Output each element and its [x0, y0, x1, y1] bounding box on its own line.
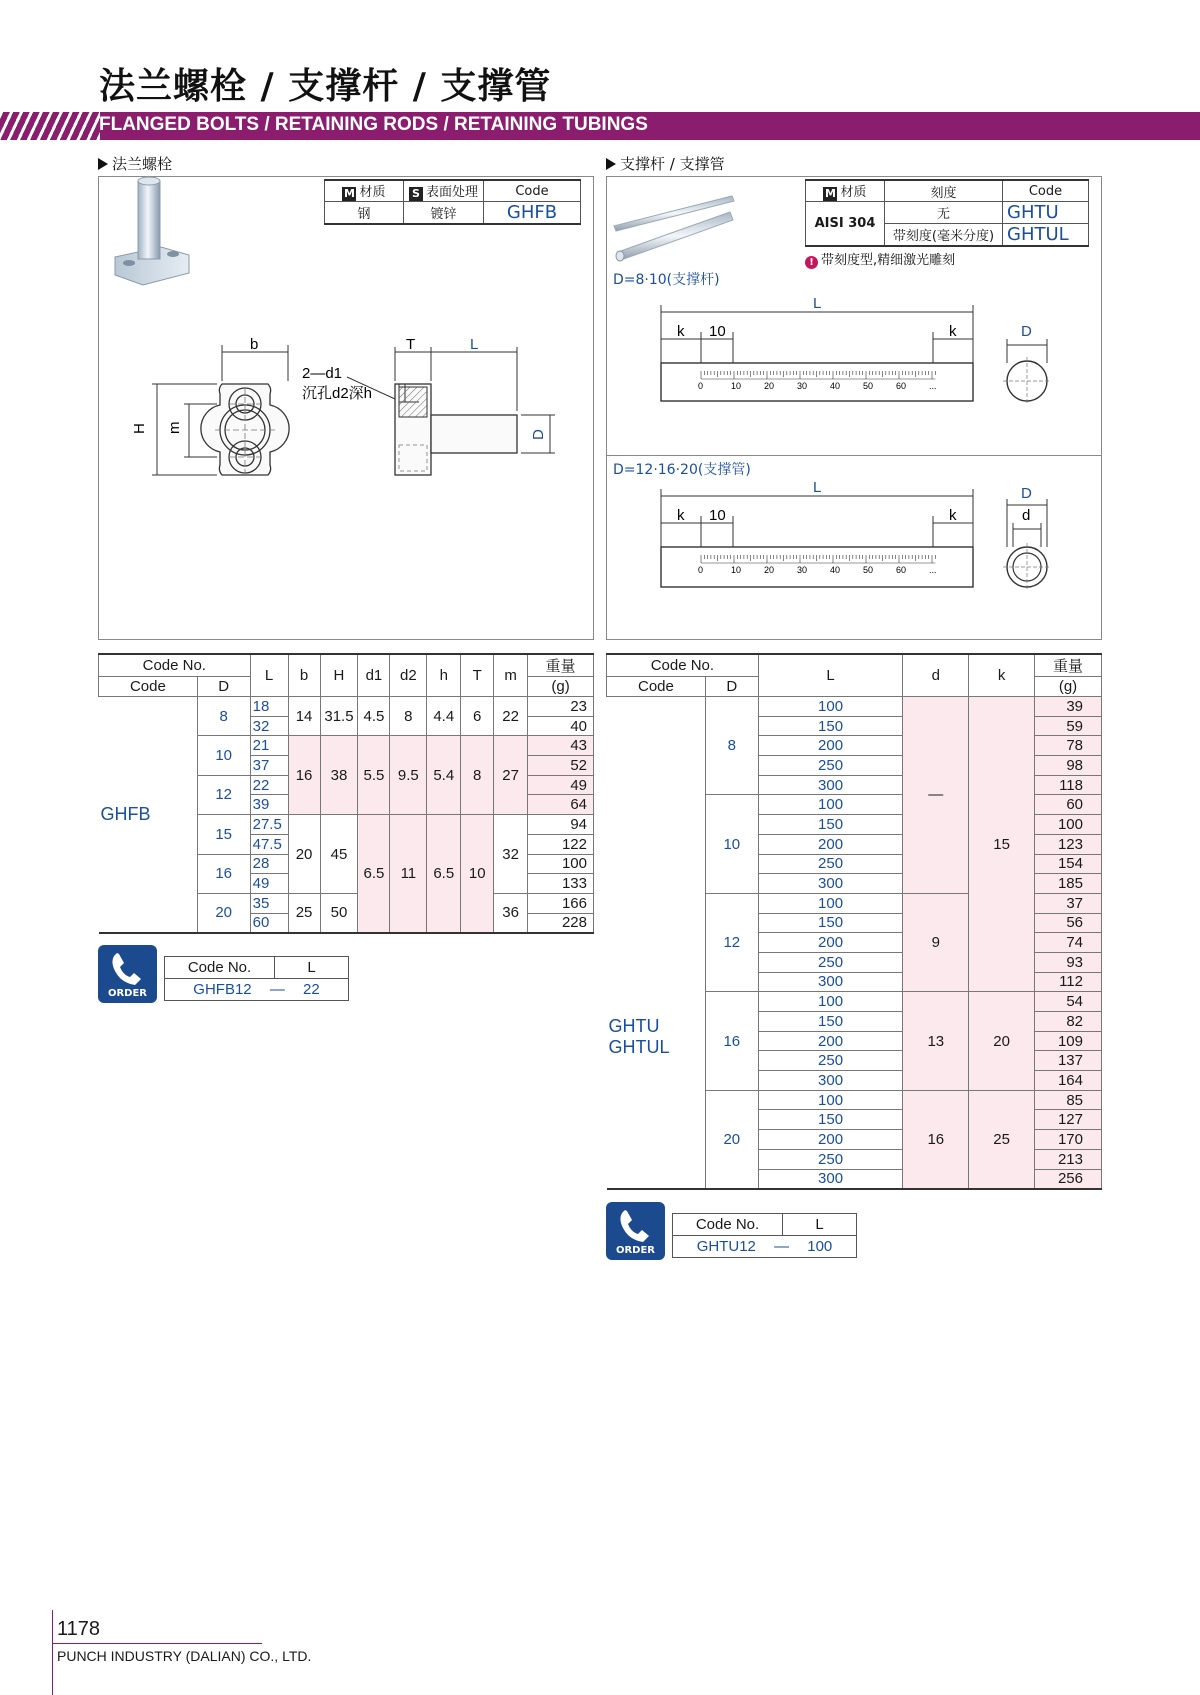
engraving-note-text: 带刻度型,精细激光雕刻: [821, 253, 956, 268]
d-header: D: [705, 677, 758, 697]
l-cell: 100: [758, 697, 903, 717]
dim-l-label: L: [813, 295, 822, 312]
scale-tick-label: 20: [764, 565, 775, 575]
l-cell: 150: [758, 913, 903, 933]
weight-cell: 118: [1035, 775, 1102, 795]
col-m-header: m: [494, 654, 528, 697]
dim-ten-label: 10: [709, 323, 726, 340]
code-header: Code: [607, 677, 706, 697]
weight-cell: 256: [1035, 1169, 1102, 1189]
code-none-value: GHTU: [1003, 202, 1089, 224]
order-l-value: 100: [807, 1238, 833, 1255]
h-cell: 45: [320, 815, 358, 894]
col-t-header: T: [461, 654, 494, 697]
rods-photo: [612, 182, 737, 277]
col-l-header: L: [758, 654, 903, 697]
weight-cell: 93: [1035, 952, 1102, 972]
d-cell: 20: [197, 893, 250, 932]
weight-cell: 133: [528, 874, 594, 894]
d-cell: 10: [705, 795, 758, 893]
col-b-header: b: [288, 654, 320, 697]
dim-l-label: L: [813, 479, 822, 496]
m-cell: 22: [494, 697, 528, 736]
scale-tick-label: 60: [896, 565, 907, 575]
order-badge-text: ORDER: [615, 1245, 656, 1256]
weight-cell: 85: [1035, 1090, 1102, 1110]
d-cell: 12: [197, 775, 250, 814]
k-cell: 20: [969, 992, 1035, 1090]
h-cell: 38: [320, 736, 358, 815]
b-cell: 14: [288, 697, 320, 736]
tube-drawing: [607, 479, 1103, 639]
scale-tick-label: 0: [698, 565, 704, 575]
l-cell: 250: [758, 854, 903, 874]
l-cell: 150: [758, 1012, 903, 1032]
d-cell: 16: [197, 854, 250, 893]
material-value: AISI 304: [806, 202, 885, 247]
surface-header-text: 表面处理: [425, 185, 478, 200]
d-inner-cell: 9: [903, 893, 969, 991]
weight-cell: 228: [528, 913, 594, 933]
page-subtitle: FLANGED BOLTS / RETAINING RODS / RETAINING TUBINGS: [99, 114, 648, 135]
d-cell: 10: [197, 736, 250, 775]
h-cell: 31.5: [320, 697, 358, 736]
weight-cell: 100: [1035, 815, 1102, 835]
l-cell: 300: [758, 972, 903, 992]
order-badge-text: ORDER: [107, 988, 148, 999]
l-cell: 28: [250, 854, 288, 874]
weight-cell: 43: [528, 736, 594, 756]
l-cell: 200: [758, 933, 903, 953]
order-code-value: GHFB12: [193, 981, 252, 998]
weight-cell: 74: [1035, 933, 1102, 953]
info-icon: !: [805, 256, 818, 269]
order-example: [165, 979, 349, 1001]
weight-cell: 170: [1035, 1130, 1102, 1150]
weight-unit-header: (g): [1035, 677, 1102, 697]
left-drawing-frame: [98, 176, 594, 640]
scale-tick-label: 30: [797, 565, 808, 575]
l-cell: 250: [758, 1051, 903, 1071]
title-hatch: [0, 112, 100, 140]
code-2: GHTUL: [608, 1037, 670, 1058]
b-cell: 20: [288, 815, 320, 894]
weight-cell: 64: [528, 795, 594, 815]
order-table: [164, 956, 349, 1001]
dim-k-left-label: k: [677, 507, 685, 524]
material-value: 钢: [325, 202, 404, 225]
weight-cell: 213: [1035, 1149, 1102, 1169]
t-cell: 6: [461, 697, 494, 736]
material-header-text: 材质: [359, 185, 386, 200]
weight-header: 重量: [528, 654, 594, 677]
d1-cell: 4.5: [358, 697, 390, 736]
scale-tick-label: ...: [929, 565, 937, 575]
ghfb-code-cell: GHFB: [99, 697, 198, 933]
l-cell: 27.5: [250, 815, 288, 835]
tube-caption: D=12·16·20(支撑管): [613, 462, 751, 478]
weight-cell: 109: [1035, 1031, 1102, 1051]
scale-tick-label: 0: [698, 381, 704, 391]
dim-h-label: H: [131, 423, 148, 434]
weight-cell: 154: [1035, 854, 1102, 874]
l-cell: 300: [758, 775, 903, 795]
weight-cell: 123: [1035, 834, 1102, 854]
d-inner-cell: 13: [903, 992, 969, 1090]
l-cell: 32: [250, 716, 288, 736]
order-code-header: Code No.: [673, 1214, 783, 1236]
l-cell: 100: [758, 795, 903, 815]
code-no-header: Code No.: [99, 654, 251, 677]
d-cell: 8: [197, 697, 250, 736]
surface-header: [404, 180, 484, 202]
l-cell: 21: [250, 736, 288, 756]
counterbore-label: 沉孔d2深h: [302, 385, 373, 402]
weight-cell: 122: [528, 834, 594, 854]
weight-cell: 127: [1035, 1110, 1102, 1130]
weight-cell: 185: [1035, 874, 1102, 894]
l-cell: 150: [758, 815, 903, 835]
company-name: PUNCH INDUSTRY (DALIAN) CO., LTD.: [57, 1648, 312, 1664]
left-section-title-text: 法兰螺栓: [112, 155, 173, 173]
col-d2-header: d2: [390, 654, 427, 697]
footer-rule-horizontal: [52, 1643, 262, 1644]
weight-unit-header: (g): [528, 677, 594, 697]
m-cell: 32: [494, 815, 528, 894]
flanged-bolt-drawing: [99, 337, 595, 637]
d-inner-cell: 16: [903, 1090, 969, 1188]
surface-value: 镀锌: [404, 202, 484, 225]
dim-k-left-label: k: [677, 323, 685, 340]
table-row: [607, 697, 1102, 717]
l-cell: 39: [250, 795, 288, 815]
l-cell: 300: [758, 1169, 903, 1189]
col-hh-header: h: [427, 654, 461, 697]
scale-header: 刻度: [885, 180, 1003, 202]
scale-tick-label: 10: [731, 565, 742, 575]
weight-cell: 23: [528, 697, 594, 717]
weight-cell: 98: [1035, 756, 1102, 776]
l-cell: 200: [758, 1031, 903, 1051]
dim-t-label: T: [406, 336, 416, 353]
k-cell: 15: [969, 697, 1035, 992]
col-d1-header: d1: [358, 654, 390, 697]
order-dash: —: [269, 981, 285, 998]
scale-tick-label: 60: [896, 381, 907, 391]
order-example: [673, 1236, 857, 1258]
d1-cell: 5.5: [358, 736, 390, 815]
l-cell: 250: [758, 952, 903, 972]
rod-caption: D=8·10(支撑杆): [613, 272, 720, 288]
scale-with-value: 带刻度(毫米分度): [885, 224, 1003, 247]
b-cell: 16: [288, 736, 320, 815]
scale-tick-label: 10: [731, 381, 742, 391]
material-header: [806, 180, 885, 202]
order-l-value: 22: [303, 981, 320, 998]
weight-cell: 39: [1035, 697, 1102, 717]
b-cell: 25: [288, 893, 320, 932]
material-header: [325, 180, 404, 202]
rod-drawing: [607, 295, 1103, 445]
order-dash: —: [774, 1238, 790, 1255]
l-cell: 100: [758, 893, 903, 913]
d-cell: 16: [705, 992, 758, 1090]
d-cell: 8: [705, 697, 758, 795]
code-value: GHFB: [484, 202, 581, 225]
l-cell: 300: [758, 874, 903, 894]
scale-tick-label: 40: [830, 381, 841, 391]
col-h-header: H: [320, 654, 358, 697]
col-d-header: d: [903, 654, 969, 697]
scale-tick-label: 30: [797, 381, 808, 391]
l-cell: 22: [250, 775, 288, 795]
page-title: 法兰螺栓 / 支撑杆 / 支撑管: [99, 66, 552, 107]
s-icon: S: [409, 187, 423, 201]
m-icon: M: [344, 187, 355, 200]
weight-cell: 164: [1035, 1071, 1102, 1091]
code-1: GHTU: [608, 1016, 660, 1037]
d2-cell: 9.5: [390, 736, 427, 815]
scale-none-value: 无: [885, 202, 1003, 224]
d2-cell: 8: [390, 697, 427, 736]
triangle-icon: [606, 158, 616, 170]
weight-header: 重量: [1035, 654, 1102, 677]
d-cell: 15: [197, 815, 250, 854]
order-table: [672, 1213, 857, 1258]
dim-l-label: L: [470, 336, 479, 353]
order-code-value: GHTU12: [696, 1238, 756, 1255]
d-inner-cell: —: [903, 697, 969, 894]
footer-rule-vertical: [52, 1610, 53, 1695]
d1-cell: 6.5: [358, 815, 390, 933]
weight-cell: 56: [1035, 913, 1102, 933]
scale-tick-label: ...: [929, 381, 937, 391]
l-cell: 100: [758, 1090, 903, 1110]
l-cell: 35: [250, 893, 288, 913]
right-section-title: [606, 153, 725, 174]
weight-cell: 59: [1035, 716, 1102, 736]
left-spec-table: [324, 179, 581, 225]
d-cell: 12: [705, 893, 758, 991]
k-cell: 25: [969, 1090, 1035, 1188]
triangle-icon: [98, 158, 108, 170]
right-drawing-frame: [606, 176, 1102, 640]
h-cell: 50: [320, 893, 358, 932]
dim-k-right-label: k: [949, 507, 957, 524]
l-cell: 300: [758, 1071, 903, 1091]
code-header: Code: [99, 677, 198, 697]
scale-tick-label: 20: [764, 381, 775, 391]
d-header: D: [197, 677, 250, 697]
order-badge: [606, 1202, 665, 1260]
m-cell: 27: [494, 736, 528, 815]
dim-k-right-label: k: [949, 323, 957, 340]
dim-inner-d-label: d: [1022, 507, 1031, 524]
m-icon: M: [825, 187, 836, 200]
l-cell: 37: [250, 756, 288, 776]
order-badge: [98, 945, 157, 1003]
engraving-note: [805, 249, 955, 269]
l-cell: 150: [758, 1110, 903, 1130]
m-cell: 36: [494, 893, 528, 932]
ghtu-order-example: [606, 1202, 866, 1262]
l-cell: 18: [250, 697, 288, 717]
phone-icon: [606, 1202, 665, 1246]
l-cell: 200: [758, 834, 903, 854]
phone-icon: [98, 945, 157, 989]
order-code-header: Code No.: [165, 957, 275, 979]
scale-tick-label: 50: [863, 565, 874, 575]
dim-ten-label: 10: [709, 507, 726, 524]
right-section-title-text: 支撑杆 / 支撑管: [620, 155, 725, 173]
dim-d1-label: 2—d1: [302, 365, 343, 382]
col-k-header: k: [969, 654, 1035, 697]
ghfb-table: [98, 653, 594, 934]
order-l-header: L: [275, 957, 349, 979]
weight-cell: 112: [1035, 972, 1102, 992]
scale-tick-label: 50: [863, 381, 874, 391]
l-cell: 250: [758, 1149, 903, 1169]
ghtu-table: [606, 653, 1102, 1190]
code-header: Code: [484, 180, 581, 202]
l-cell: 150: [758, 716, 903, 736]
d-cell: 20: [705, 1090, 758, 1188]
hh-cell: 5.4: [427, 736, 461, 815]
code-with-value: GHTUL: [1003, 224, 1089, 247]
ghtu-code-cell: [607, 697, 706, 1189]
weight-cell: 94: [528, 815, 594, 835]
weight-cell: 82: [1035, 1012, 1102, 1032]
l-cell: 250: [758, 756, 903, 776]
l-cell: 49: [250, 874, 288, 894]
weight-cell: 54: [1035, 992, 1102, 1012]
drawing-divider: [607, 455, 1101, 456]
t-cell: 10: [461, 815, 494, 933]
l-cell: 200: [758, 1130, 903, 1150]
weight-cell: 37: [1035, 893, 1102, 913]
dim-d-label: D: [1021, 323, 1032, 340]
page-number: 1178: [57, 1618, 101, 1640]
col-l-header: L: [250, 654, 288, 697]
dim-b-label: b: [250, 336, 259, 353]
hh-cell: 6.5: [427, 815, 461, 933]
scale-tick-label: 40: [830, 565, 841, 575]
code-no-header: Code No.: [607, 654, 759, 677]
dim-d-label: D: [530, 429, 547, 440]
hh-cell: 4.4: [427, 697, 461, 736]
code-header: Code: [1003, 180, 1089, 202]
left-section-title: [98, 153, 172, 174]
weight-cell: 137: [1035, 1051, 1102, 1071]
l-cell: 47.5: [250, 834, 288, 854]
weight-cell: 100: [528, 854, 594, 874]
dim-d-label: D: [1021, 485, 1032, 502]
d2-cell: 11: [390, 815, 427, 933]
l-cell: 200: [758, 736, 903, 756]
l-cell: 60: [250, 913, 288, 933]
weight-cell: 60: [1035, 795, 1102, 815]
weight-cell: 52: [528, 756, 594, 776]
weight-cell: 166: [528, 893, 594, 913]
ghfb-order-example: [98, 945, 358, 1005]
dim-m-label: m: [166, 421, 183, 434]
t-cell: 8: [461, 736, 494, 815]
weight-cell: 49: [528, 775, 594, 795]
weight-cell: 40: [528, 716, 594, 736]
right-spec-table: [805, 179, 1089, 247]
flanged-bolt-photo: [111, 177, 201, 295]
order-l-header: L: [783, 1214, 857, 1236]
weight-cell: 78: [1035, 736, 1102, 756]
material-header-text: 材质: [840, 185, 867, 200]
l-cell: 100: [758, 992, 903, 1012]
